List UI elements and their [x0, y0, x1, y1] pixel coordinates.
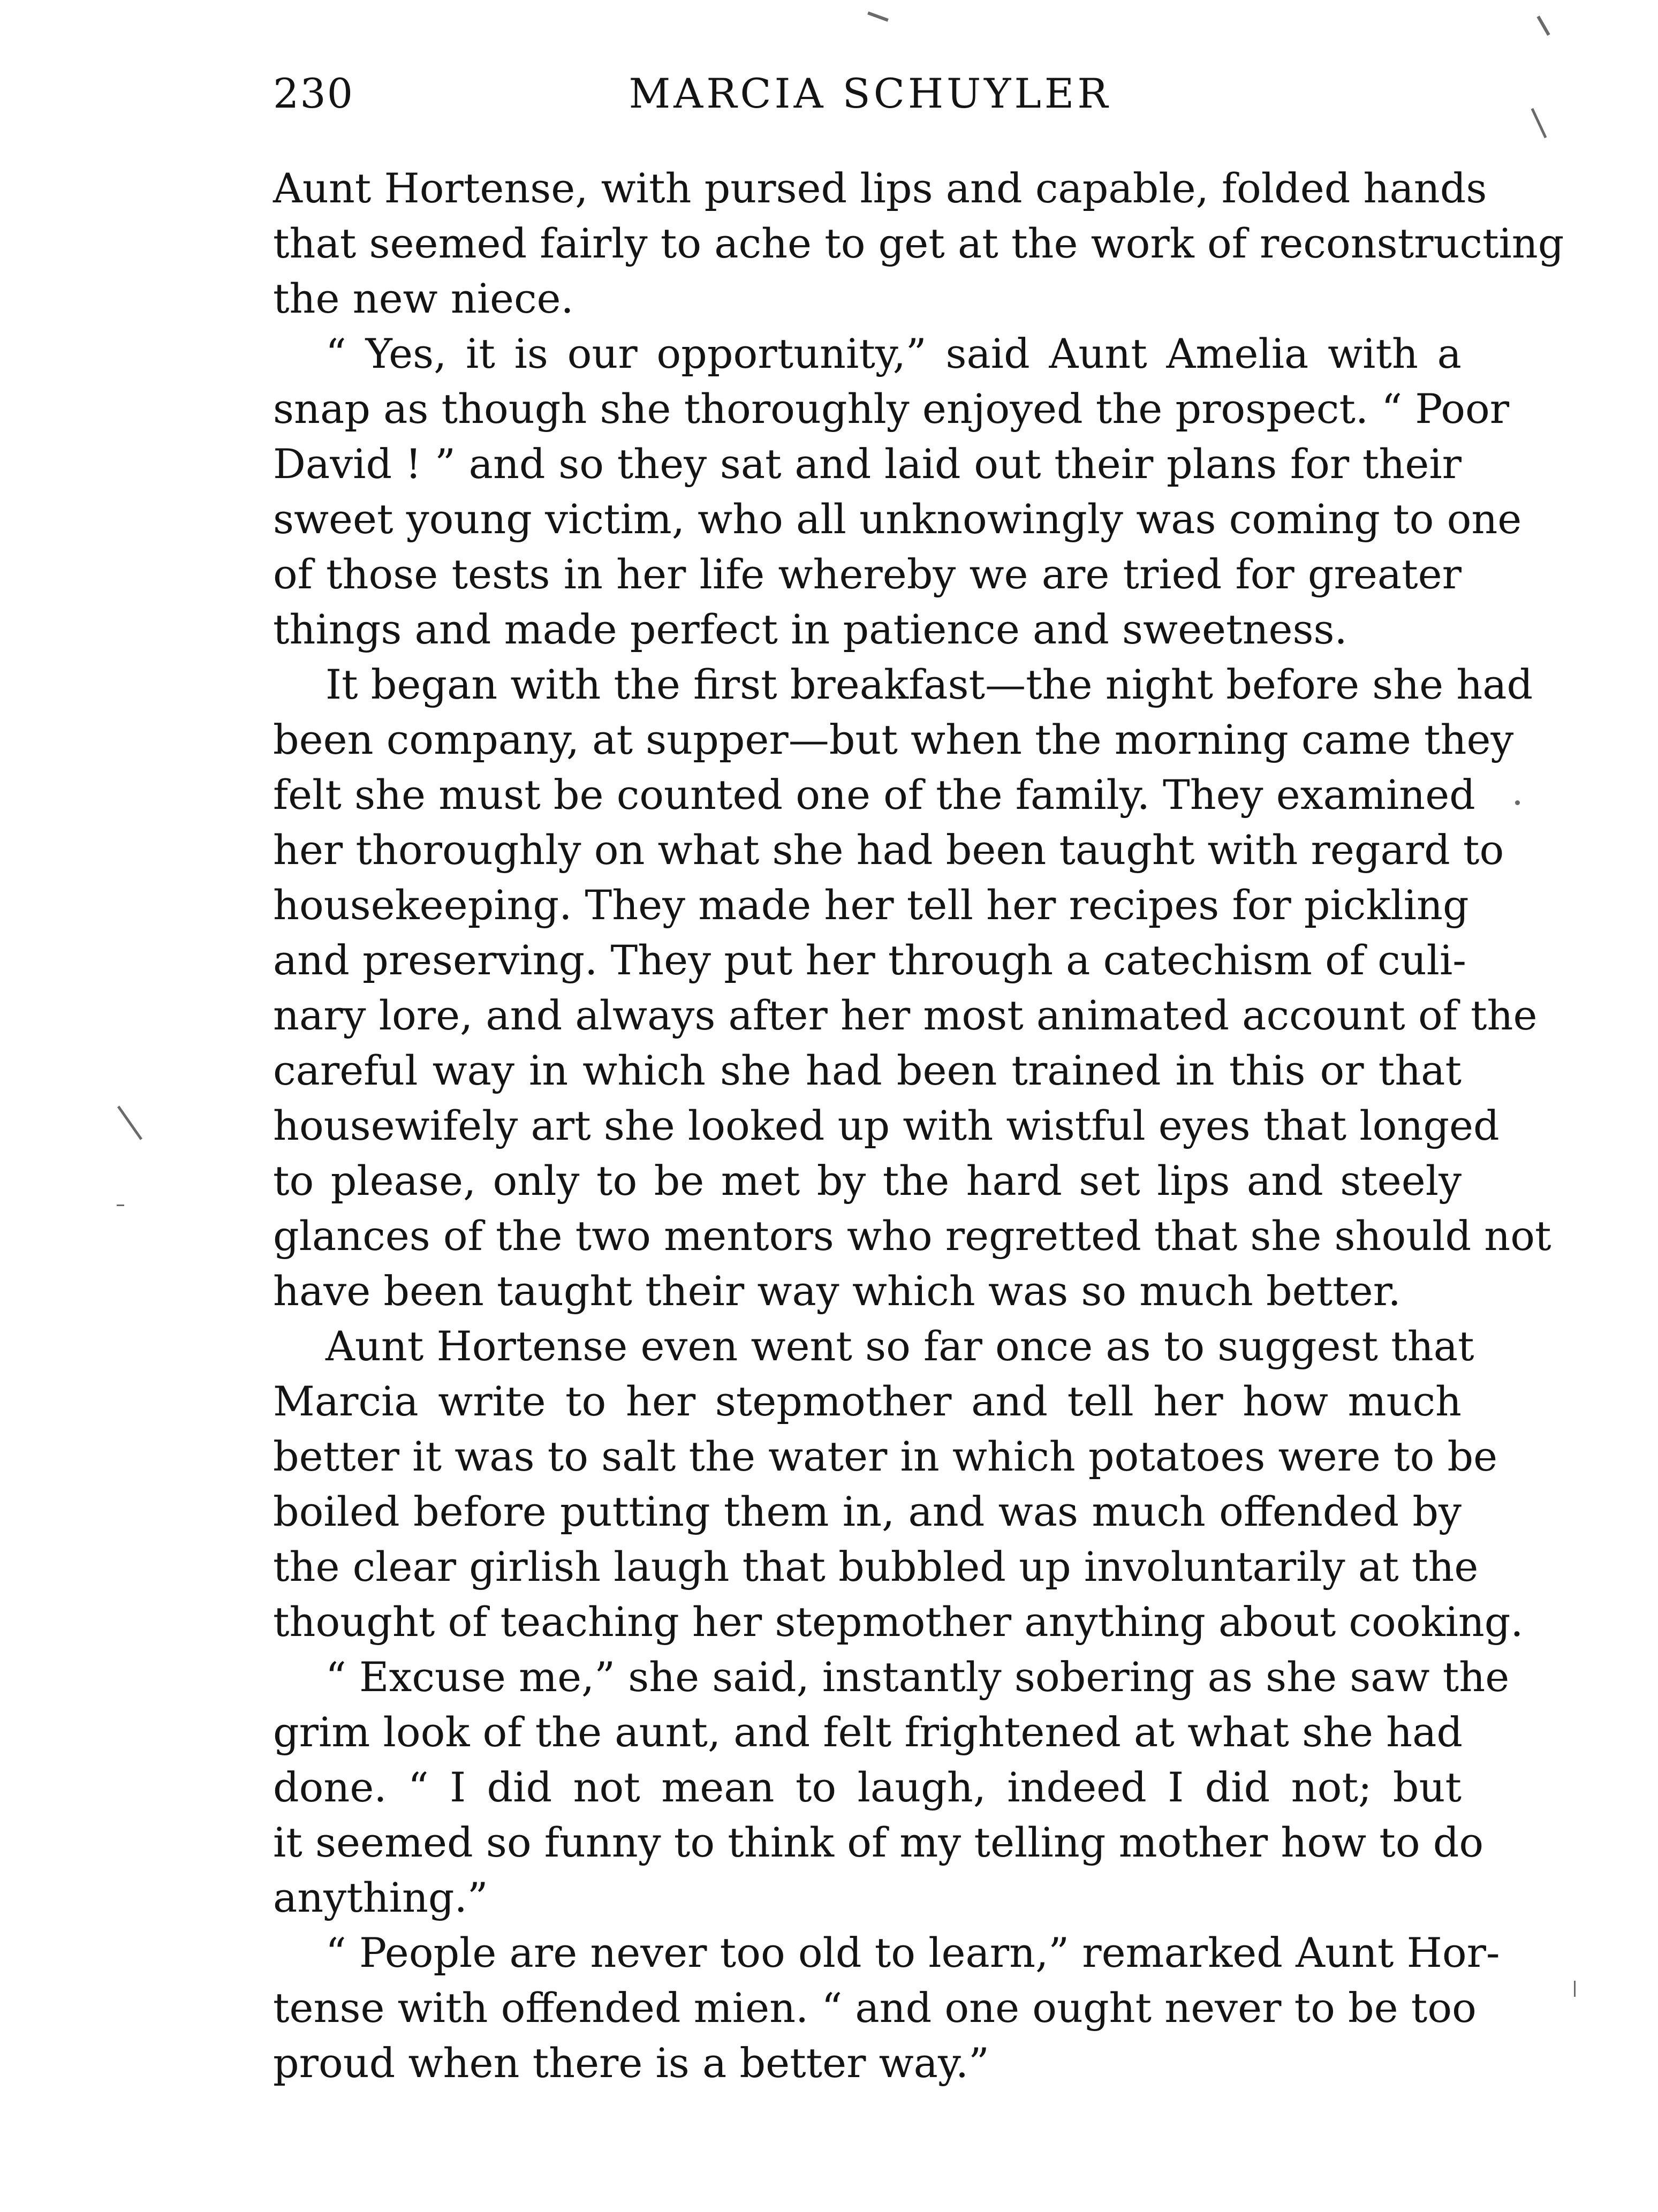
scan-speck	[867, 11, 889, 21]
text-line: housekeeping. They made her tell her recipes for pickling	[273, 881, 1469, 929]
page-header	[273, 62, 1467, 126]
text-line: thought of teaching her stepmother anything about cooking.	[273, 1598, 1524, 1646]
running-head: MARCIA SCHUYLER	[629, 70, 1111, 117]
text-line: better it was to salt the water in which potatoes were to be	[273, 1433, 1498, 1480]
scan-speck	[1536, 16, 1550, 36]
paragraph	[273, 657, 1551, 1319]
paragraph	[273, 326, 1522, 657]
page-number: 230	[273, 70, 354, 117]
paragraph	[273, 1925, 1500, 2090]
text-line: things and made perfect in patience and sweetness.	[273, 605, 1347, 653]
paragraph	[273, 1319, 1524, 1649]
text-line: it seemed so funny to think of my telling mother how to do	[273, 1819, 1484, 1866]
text-line: that seemed fairly to ache to get at the work of reconstructing	[273, 219, 1564, 267]
text-line: Aunt Hortense, with pursed lips and capable, folded hands	[273, 164, 1487, 212]
text-line: grim look of the aunt, and felt frightened at what she had	[273, 1708, 1463, 1756]
text-line: snap as though she thoroughly enjoyed the prospect. “ Poor	[273, 385, 1510, 433]
text-line: done. “ I did not mean to laugh, indeed I did not; but	[273, 1763, 1462, 1811]
text-line: Marcia write to her stepmother and tell her how much	[273, 1377, 1462, 1425]
text-line: glances of the two mentors who regretted that she should not	[273, 1212, 1551, 1260]
text-line: It began with the first breakfast—the night before she had	[325, 661, 1533, 708]
text-line: been company, at supper—but when the morning came they	[273, 716, 1514, 763]
text-line: and preserving. They put her through a catechism of culi-	[273, 936, 1466, 984]
scan-speck	[1574, 1981, 1576, 1997]
text-line: “ People are never too old to learn,” remarked Aunt Hor-	[325, 1929, 1500, 1976]
text-line: careful way in which she had been trained in this or that	[273, 1047, 1462, 1094]
text-line: the clear girlish laugh that bubbled up involuntarily at the	[273, 1543, 1479, 1590]
paragraph	[273, 161, 1564, 326]
text-line: to please, only to be met by the hard set lips and steely	[273, 1157, 1462, 1205]
text-line: tense with offended mien. “ and one ought never to be too	[273, 1984, 1477, 2032]
text-line: “ Excuse me,” she said, instantly sobering as she saw the	[325, 1653, 1510, 1701]
scan-speck	[1531, 108, 1547, 138]
scan-speck	[117, 1105, 142, 1140]
text-line: anything.”	[273, 1874, 488, 1921]
paragraph	[273, 1649, 1510, 1925]
scan-speck	[1515, 800, 1520, 805]
text-line: have been taught their way which was so much better.	[273, 1267, 1401, 1315]
text-line: Aunt Hortense even went so far once as to suggest that	[325, 1322, 1474, 1370]
text-line: housewifely art she looked up with wistful eyes that longed	[273, 1102, 1500, 1149]
text-line: nary lore, and always after her most animated account of the	[273, 991, 1538, 1039]
text-line: David ! ” and so they sat and laid out their plans for their	[273, 440, 1462, 488]
text-line: the new niece.	[273, 275, 574, 322]
text-line: of those tests in her life whereby we are tried for greater	[273, 550, 1462, 598]
scan-speck	[117, 1205, 124, 1206]
text-line: proud when there is a better way.”	[273, 2039, 989, 2087]
text-line: boiled before putting them in, and was much offended by	[273, 1488, 1462, 1535]
text-line: sweet young victim, who all unknowingly was coming to one	[273, 495, 1522, 543]
body-text	[273, 161, 1564, 2090]
text-line: her thoroughly on what she had been taught with regard to	[273, 826, 1504, 874]
text-line: “ Yes, it is our opportunity,” said Aunt Amelia with a	[325, 330, 1462, 377]
text-line: felt she must be counted one of the family. They examined	[273, 771, 1475, 819]
